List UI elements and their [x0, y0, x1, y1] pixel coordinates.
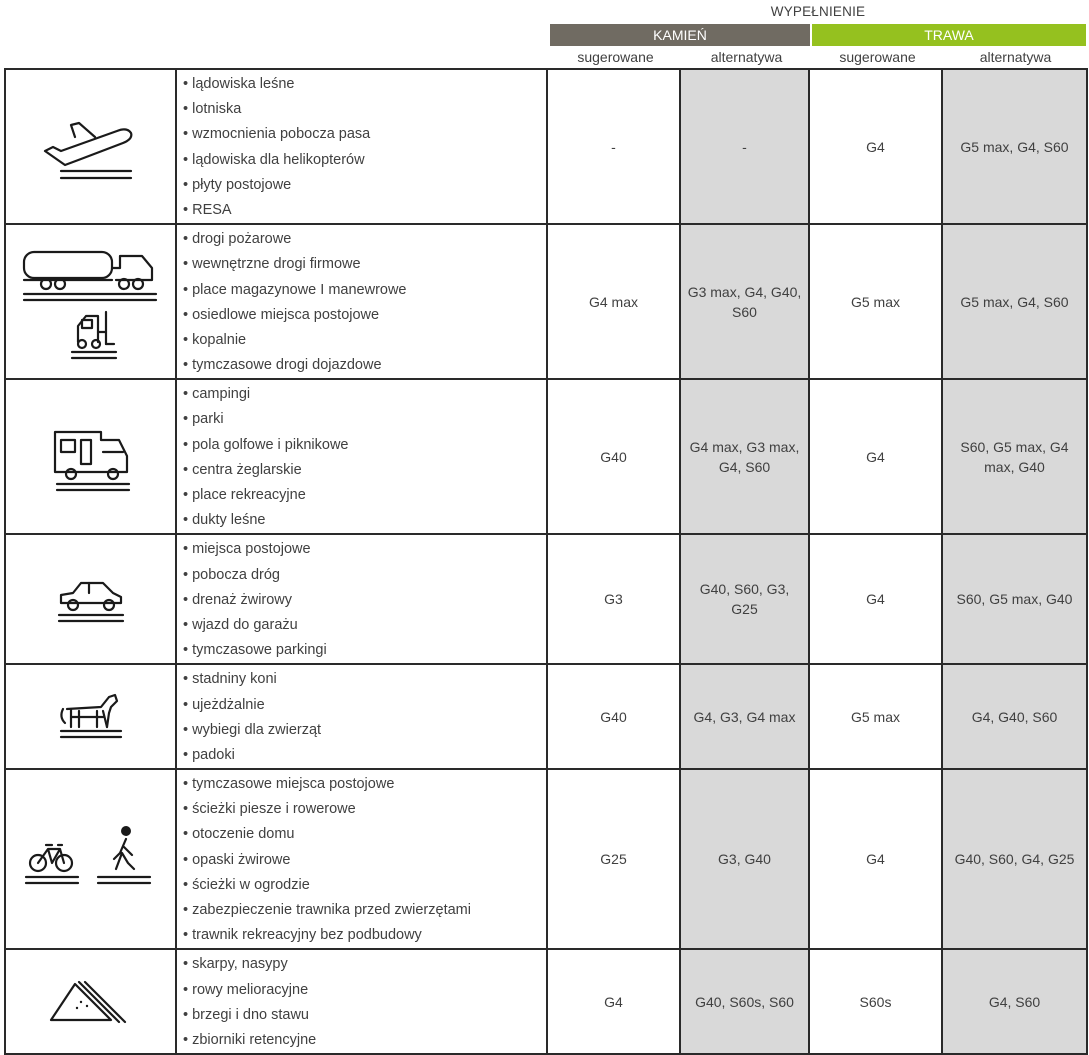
- table-row: [5, 379, 1087, 534]
- grass-suggested-header: sugerowane: [839, 49, 916, 65]
- list-item: • centra żeglarskie: [183, 458, 546, 483]
- stone-suggested-cell: G3: [547, 534, 680, 664]
- list-item: • kopalnie: [183, 328, 546, 353]
- list-item: • lądowiska dla helikopterów: [183, 148, 546, 173]
- fill-section-title: WYPEŁNIENIE: [770, 4, 866, 19]
- uses-cell: [176, 769, 547, 949]
- list-item: • zabezpieczenie trawnika przed zwierzętami: [183, 898, 546, 923]
- stone-alternative-cell: G40, S60, G3, G25: [680, 534, 809, 664]
- uses-cell: [176, 379, 547, 534]
- table-row: [5, 664, 1087, 769]
- list-item: • ścieżki piesze i rowerowe: [183, 797, 546, 822]
- stone-suggested-cell: G25: [547, 769, 680, 949]
- list-item: • otoczenie domu: [183, 822, 546, 847]
- list-item: • drenaż żwirowy: [183, 588, 546, 613]
- grass-suggested-cell: G5 max: [809, 664, 942, 769]
- applications-table: [4, 68, 1088, 1055]
- list-item: • płyty postojowe: [183, 173, 546, 198]
- grass-suggested-cell: S60s: [809, 949, 942, 1054]
- grass-suggested-cell: G4: [809, 69, 942, 224]
- grass-alternative-cell: S60, G5 max, G4 max, G40: [942, 379, 1087, 534]
- uses-cell: [176, 664, 547, 769]
- list-item: • place rekreacyjne: [183, 483, 546, 508]
- stone-suggested-header: sugerowane: [577, 49, 654, 65]
- icon-cell: [5, 534, 176, 664]
- icon-cell: [5, 69, 176, 224]
- list-item: • wybiegi dla zwierząt: [183, 718, 546, 743]
- list-item: • padoki: [183, 743, 546, 768]
- list-item: • stadniny koni: [183, 667, 546, 692]
- uses-cell: [176, 224, 547, 379]
- grass-suggested-cell: G4: [809, 379, 942, 534]
- list-item: • pobocza dróg: [183, 563, 546, 588]
- grass-alternative-header: alternatywa: [979, 49, 1052, 65]
- stone-alternative-cell: G3, G40: [680, 769, 809, 949]
- grass-alternative-cell: G4, S60: [942, 949, 1087, 1054]
- icon-cell: [5, 379, 176, 534]
- grass-fill-header: TRAWA: [812, 24, 1086, 46]
- horse-icon: [51, 687, 131, 747]
- grass-alternative-cell: G5 max, G4, S60: [942, 69, 1087, 224]
- grass-alternative-cell: S60, G5 max, G40: [942, 534, 1087, 664]
- list-item: • dukty leśne: [183, 508, 546, 533]
- list-item: • wjazd do garażu: [183, 613, 546, 638]
- grass-suggested-cell: G4: [809, 769, 942, 949]
- list-item: • drogi pożarowe: [183, 227, 546, 252]
- list-item: • ścieżki w ogrodzie: [183, 873, 546, 898]
- table-row: [5, 69, 1087, 224]
- stone-fill-header: KAMIEŃ: [550, 24, 810, 46]
- stone-alternative-cell: G4 max, G3 max, G4, S60: [680, 379, 809, 534]
- stone-alternative-header: alternatywa: [710, 49, 783, 65]
- uses-cell: [176, 69, 547, 224]
- list-item: • lądowiska leśne: [183, 72, 546, 97]
- grass-suggested-cell: G5 max: [809, 224, 942, 379]
- list-item: • miejsca postojowe: [183, 537, 546, 562]
- grass-alternative-cell: G4, G40, S60: [942, 664, 1087, 769]
- icon-cell: [5, 769, 176, 949]
- table-row: [5, 949, 1087, 1054]
- truck-and-forklift-icon: [16, 234, 166, 369]
- icon-cell: [5, 664, 176, 769]
- list-item: • wzmocnienia pobocza pasa: [183, 122, 546, 147]
- list-item: • zbiorniki retencyjne: [183, 1028, 546, 1053]
- table-row: [5, 769, 1087, 949]
- stone-alternative-cell: -: [680, 69, 809, 224]
- stone-suggested-cell: G40: [547, 664, 680, 769]
- stone-alternative-cell: G4, G3, G4 max: [680, 664, 809, 769]
- stone-suggested-cell: G4 max: [547, 224, 680, 379]
- car-icon: [51, 569, 131, 629]
- stone-suggested-cell: -: [547, 69, 680, 224]
- list-item: • RESA: [183, 198, 546, 223]
- list-item: • skarpy, nasypy: [183, 952, 546, 977]
- list-item: • ujeżdżalnie: [183, 693, 546, 718]
- list-item: • parki: [183, 407, 546, 432]
- list-item: • rowy melioracyjne: [183, 978, 546, 1003]
- icon-cell: [5, 224, 176, 379]
- icon-cell: [5, 949, 176, 1054]
- airplane-takeoff-icon: [31, 107, 151, 187]
- list-item: • place magazynowe I manewrowe: [183, 278, 546, 303]
- stone-suggested-cell: G40: [547, 379, 680, 534]
- table-row: [5, 534, 1087, 664]
- uses-cell: [176, 534, 547, 664]
- stone-suggested-cell: G4: [547, 949, 680, 1054]
- list-item: • pola golfowe i piknikowe: [183, 433, 546, 458]
- slope-embankment-icon: [41, 972, 141, 1032]
- grass-suggested-cell: G4: [809, 534, 942, 664]
- list-item: • wewnętrzne drogi firmowe: [183, 252, 546, 277]
- grass-alternative-cell: G5 max, G4, S60: [942, 224, 1087, 379]
- uses-cell: [176, 949, 547, 1054]
- list-item: • opaski żwirowe: [183, 848, 546, 873]
- stone-alternative-cell: G3 max, G4, G40, S60: [680, 224, 809, 379]
- table-row: [5, 224, 1087, 379]
- list-item: • osiedlowe miejsca postojowe: [183, 303, 546, 328]
- list-item: • tymczasowe parkingi: [183, 638, 546, 663]
- camper-van-icon: [41, 412, 141, 502]
- list-item: • tymczasowe miejsca postojowe: [183, 772, 546, 797]
- list-item: • tymczasowe drogi dojazdowe: [183, 353, 546, 378]
- list-item: • campingi: [183, 382, 546, 407]
- list-item: • brzegi i dno stawu: [183, 1003, 546, 1028]
- list-item: • trawnik rekreacyjny bez podbudowy: [183, 923, 546, 948]
- stone-alternative-cell: G40, S60s, S60: [680, 949, 809, 1054]
- bicycle-and-pedestrian-icon: [16, 819, 166, 899]
- grass-alternative-cell: G40, S60, G4, G25: [942, 769, 1087, 949]
- list-item: • lotniska: [183, 97, 546, 122]
